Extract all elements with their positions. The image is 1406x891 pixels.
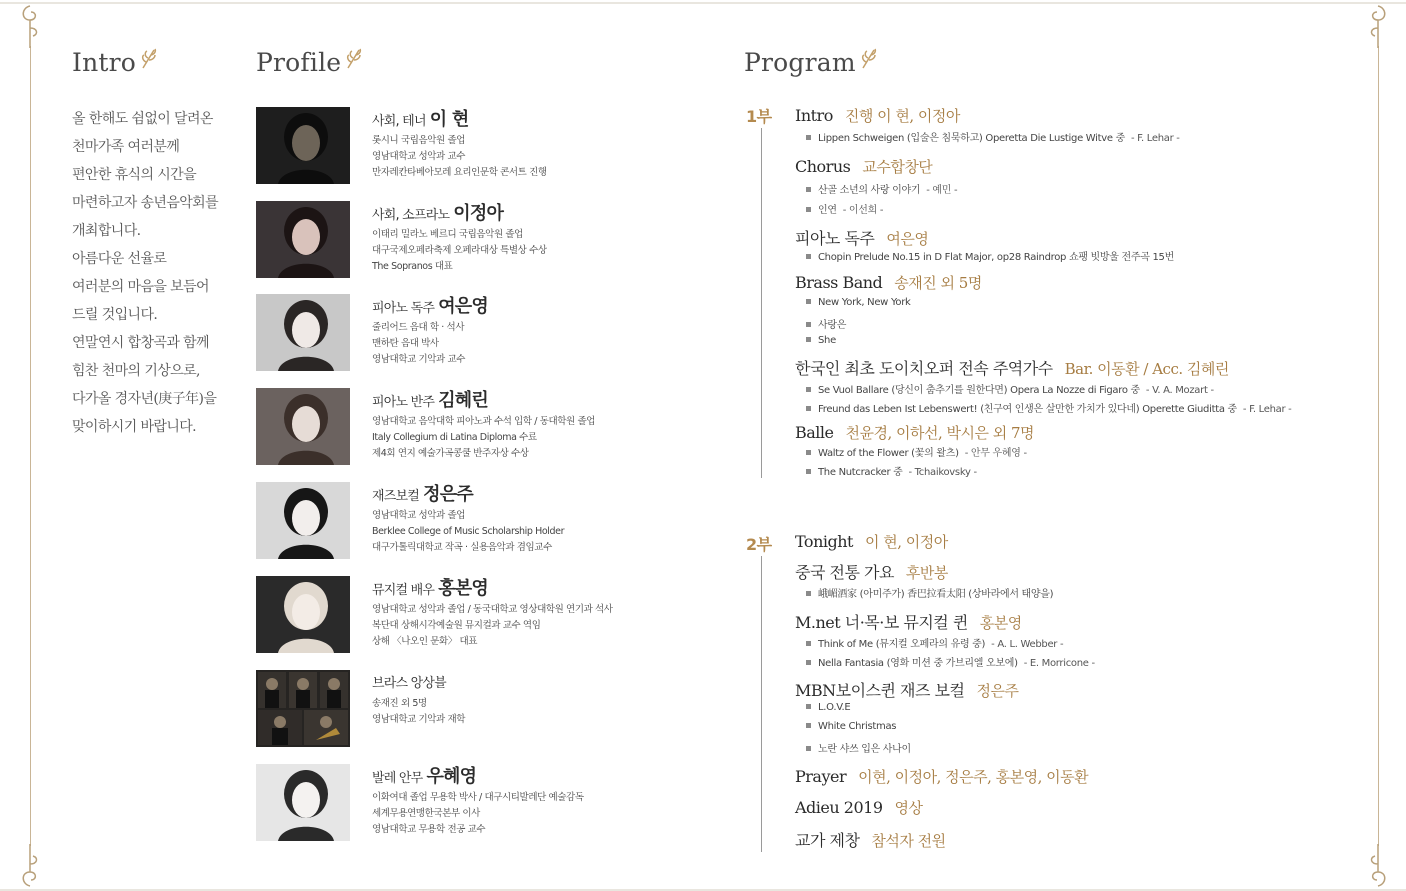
square-bullet-icon bbox=[806, 135, 811, 140]
square-bullet-icon bbox=[806, 254, 811, 259]
intro-line: 개최합니다. bbox=[72, 223, 141, 239]
song-title: Waltz of the Flower (꽃의 왈츠) bbox=[818, 448, 959, 459]
profile-card bbox=[256, 670, 726, 748]
program-title: Prayer bbox=[795, 767, 847, 786]
song-title: The Nutcracker 중 bbox=[818, 467, 903, 478]
program-performer: 홍본영 bbox=[979, 614, 1022, 632]
song-title: 峨嵋酒家 (아미주가) 香巴拉看太阳 (상바라에서 태양을) bbox=[818, 589, 1054, 600]
intro-line: 여러분의 마음을 보듬어 bbox=[72, 279, 209, 295]
program-song bbox=[806, 129, 1180, 144]
square-bullet-icon bbox=[806, 704, 811, 709]
profile-detail: 영남대학교 기악과 재학 bbox=[372, 714, 466, 725]
square-bullet-icon bbox=[806, 591, 811, 596]
song-composer: - 이선희 - bbox=[842, 205, 884, 216]
leaf-sprig-icon bbox=[860, 46, 878, 70]
profile-photo bbox=[256, 670, 350, 747]
square-bullet-icon bbox=[806, 469, 811, 474]
profile-detail: 만자레칸타베아모레 요리인문학 콘서트 진행 bbox=[372, 167, 547, 178]
profile-person: 정은주 bbox=[423, 484, 473, 505]
program-song bbox=[806, 316, 846, 331]
profile-info bbox=[372, 482, 732, 556]
intro-line: 편안한 휴식의 시간을 bbox=[72, 167, 197, 183]
part2-label: 2부 bbox=[746, 535, 772, 554]
profile-photo bbox=[256, 294, 350, 371]
profile-role: 재즈보컬 bbox=[372, 489, 420, 504]
program-title: MBN보이스퀸 재즈 보컬 bbox=[795, 681, 965, 700]
intro-line: 아름다운 선율로 bbox=[72, 251, 167, 267]
profile-detail: 대구국제오페라축제 오페라대상 특별상 수상 bbox=[372, 245, 547, 256]
program-performer: 정은주 bbox=[976, 682, 1019, 700]
square-bullet-icon bbox=[806, 322, 811, 327]
program-song bbox=[806, 635, 1063, 650]
program-title: 피아노 독주 bbox=[795, 229, 875, 248]
profile-info bbox=[372, 107, 732, 181]
program-performer: 송재진 외 5명 bbox=[894, 274, 982, 292]
profile-detail: Berklee College of Music Scholarship Holder bbox=[372, 526, 565, 537]
song-title: New York, New York bbox=[818, 297, 911, 308]
square-bullet-icon bbox=[806, 187, 811, 192]
profile-card bbox=[256, 201, 726, 279]
program-performer: 천윤경, 이하선, 박시은 외 7명 bbox=[845, 424, 1035, 442]
square-bullet-icon bbox=[806, 299, 811, 304]
program-title: 교가 제창 bbox=[795, 831, 860, 850]
intro-heading-label: Intro bbox=[72, 48, 137, 77]
song-title: Chopin Prelude No.15 in D Flat Major, op28 Raindrop 쇼팽 빗방울 전주곡 15번 bbox=[818, 252, 1174, 263]
program-item bbox=[795, 610, 1022, 633]
profile-role: 사회, 소프라노 bbox=[372, 208, 450, 223]
profile-name bbox=[372, 107, 732, 133]
program-performer: 참석자 전원 bbox=[871, 832, 946, 850]
program-item bbox=[795, 356, 1229, 379]
profile-card bbox=[256, 576, 726, 654]
intro-line: 드릴 것입니다. bbox=[72, 307, 158, 323]
profile-person: 이정아 bbox=[453, 203, 504, 224]
song-title: 노란 샤쓰 입은 사나이 bbox=[818, 744, 911, 755]
program-song bbox=[806, 740, 911, 755]
song-composer: - F. Lehar - bbox=[1130, 133, 1180, 144]
program-performer: 여은영 bbox=[886, 230, 929, 248]
program-song bbox=[806, 463, 977, 478]
profile-detail: 이태리 밀라노 베르디 국립음악원 졸업 bbox=[372, 229, 523, 240]
program-title: Balle bbox=[795, 423, 834, 442]
program-song bbox=[806, 297, 911, 308]
profile-info bbox=[372, 670, 732, 728]
profile-role: 브라스 앙상블 bbox=[372, 676, 446, 691]
profile-photo bbox=[256, 388, 350, 465]
program-performer: 이 현, 이정아 bbox=[864, 533, 948, 551]
profile-info bbox=[372, 201, 732, 275]
song-title: 인연 bbox=[818, 205, 837, 216]
program-performer: Bar. 이동환 / Acc. 김혜린 bbox=[1064, 360, 1229, 378]
program-performer: 이현, 이정아, 정은주, 홍본영, 이동환 bbox=[858, 768, 1089, 786]
part1-divider bbox=[761, 128, 762, 478]
flourish-top-left-icon bbox=[17, 4, 43, 50]
program-song bbox=[806, 181, 957, 196]
program-song bbox=[806, 702, 850, 713]
profile-photo bbox=[256, 201, 350, 278]
song-title: Se Vuol Ballare (당신이 춤추기를 원한다면) Opera La Nozze di Figaro 중 bbox=[818, 385, 1140, 396]
profile-person: 김혜린 bbox=[438, 390, 488, 411]
square-bullet-icon bbox=[806, 723, 811, 728]
square-bullet-icon bbox=[806, 746, 811, 751]
leaf-sprig-icon bbox=[345, 46, 363, 70]
profile-card bbox=[256, 107, 726, 185]
program-item bbox=[795, 828, 946, 851]
profile-detail: 대구가톨릭대학교 작곡 · 실용음악과 겸임교수 bbox=[372, 542, 552, 553]
song-title: She bbox=[818, 335, 836, 346]
program-item bbox=[795, 678, 1018, 701]
profile-role: 피아노 독주 bbox=[372, 301, 435, 316]
profile-detail: 맨하탄 음대 박사 bbox=[372, 338, 439, 349]
program-title: 한국인 최초 도이치오퍼 전속 주역가수 bbox=[795, 359, 1053, 378]
program-title: Brass Band bbox=[795, 273, 883, 292]
profile-info bbox=[372, 388, 732, 462]
song-title: 산골 소년의 사랑 이야기 bbox=[818, 185, 921, 196]
program-item bbox=[795, 560, 948, 583]
profile-role: 뮤지컬 배우 bbox=[372, 583, 435, 598]
program-title: Intro bbox=[795, 106, 833, 125]
flourish-top-right-icon bbox=[1365, 4, 1391, 50]
song-title: L.O.V.E bbox=[818, 702, 851, 713]
intro-line: 올 한해도 쉼없이 달려온 bbox=[72, 111, 213, 127]
profile-detail: 제4회 연지 예술가곡콩쿨 반주자상 수상 bbox=[372, 448, 529, 459]
profile-role: 발레 안무 bbox=[372, 771, 423, 786]
intro-line: 연말연시 합창곡과 함께 bbox=[72, 335, 209, 351]
profile-photo bbox=[256, 107, 350, 184]
program-title: 중국 전통 가요 bbox=[795, 563, 894, 582]
song-title: Think of Me (뮤지컬 오페라의 유령 중) bbox=[818, 639, 986, 650]
program-song bbox=[806, 201, 883, 216]
profile-detail: 롯시니 국립음악원 졸업 bbox=[372, 135, 466, 146]
song-composer: - Tchaikovsky - bbox=[908, 467, 977, 478]
square-bullet-icon bbox=[806, 337, 811, 342]
program-item bbox=[795, 797, 922, 818]
profile-heading-label: Profile bbox=[256, 48, 342, 77]
program-item bbox=[795, 531, 948, 552]
intro-line: 힘찬 천마의 기상으로, bbox=[72, 363, 200, 379]
program-title: Adieu 2019 bbox=[795, 798, 883, 817]
profile-person: 우혜영 bbox=[426, 766, 477, 787]
profile-detail: 이화여대 졸업 무용학 박사 / 대구시티발레단 예술감독 bbox=[372, 792, 584, 803]
profile-info bbox=[372, 764, 732, 838]
profile-detail: 영남대학교 성악과 졸업 bbox=[372, 510, 466, 521]
profile-name bbox=[372, 764, 732, 790]
profile-detail: 영남대학교 기악과 교수 bbox=[372, 354, 466, 365]
profile-detail: 영남대학교 성악과 졸업 / 동국대학교 영상대학원 연기과 석사 bbox=[372, 604, 613, 615]
profile-detail: 세계무용연맹한국본부 이사 bbox=[372, 808, 480, 819]
program-performer: 진행 이 현, 이정아 bbox=[844, 107, 960, 125]
song-title: Lippen Schweigen (입술은 침묵하고) Operetta Die Lustige Witve 중 bbox=[818, 133, 1125, 144]
profile-name bbox=[372, 201, 732, 227]
profile-info bbox=[372, 294, 732, 368]
profile-person: 여은영 bbox=[438, 296, 488, 317]
profile-info bbox=[372, 576, 732, 650]
song-composer: - 안무 우혜영 - bbox=[964, 448, 1027, 459]
right-frame-line bbox=[1378, 46, 1379, 846]
profile-card bbox=[256, 294, 726, 372]
song-composer: - 예민 - bbox=[926, 185, 958, 196]
profile-name bbox=[372, 482, 732, 508]
profile-detail: 영남대학교 음악대학 피아노과 수석 입학 / 동대학원 졸업 bbox=[372, 416, 596, 427]
profile-detail: 상해 〈나오인 문화〉 대표 bbox=[372, 636, 478, 647]
profile-name bbox=[372, 576, 732, 602]
program-song bbox=[806, 654, 1095, 669]
square-bullet-icon bbox=[806, 450, 811, 455]
program-item bbox=[795, 226, 928, 249]
profile-photo bbox=[256, 764, 350, 841]
square-bullet-icon bbox=[806, 387, 811, 392]
intro-line: 맞이하시기 바랍니다. bbox=[72, 419, 197, 435]
intro-text bbox=[72, 105, 242, 441]
song-title: White Christmas bbox=[818, 721, 897, 732]
intro-line: 다가올 경자년(庚子年)을 bbox=[72, 391, 217, 407]
profile-detail: 영남대학교 성악과 교수 bbox=[372, 151, 466, 162]
square-bullet-icon bbox=[806, 207, 811, 212]
profile-person: 이 현 bbox=[429, 109, 469, 130]
top-border bbox=[0, 2, 1406, 4]
program-item bbox=[795, 422, 1034, 443]
song-composer: - F. Lehar - bbox=[1242, 404, 1292, 415]
program-item bbox=[795, 105, 960, 126]
profile-heading bbox=[256, 48, 363, 77]
part1-label: 1부 bbox=[746, 107, 772, 126]
song-title: 사랑은 bbox=[818, 320, 847, 331]
profile-card bbox=[256, 764, 726, 842]
square-bullet-icon bbox=[806, 660, 811, 665]
program-performer: 교수합창단 bbox=[862, 158, 933, 176]
profile-card bbox=[256, 388, 726, 466]
program-song bbox=[806, 444, 1027, 459]
program-item bbox=[795, 156, 932, 177]
profile-detail: Italy Collegium di Latina Diploma 수료 bbox=[372, 432, 537, 443]
song-title: Nella Fantasia (영화 미션 중 가브리엘 오보에) bbox=[818, 658, 1018, 669]
profile-photo bbox=[256, 576, 350, 653]
profile-photo bbox=[256, 482, 350, 559]
song-composer: - V. A. Mozart - bbox=[1145, 385, 1214, 396]
flourish-bottom-right-icon bbox=[1365, 842, 1391, 888]
square-bullet-icon bbox=[806, 406, 811, 411]
profile-detail: 송재진 외 5명 bbox=[372, 698, 427, 709]
intro-line: 천마가족 여러분께 bbox=[72, 139, 180, 155]
song-title: Freund das Leben Ist Lebenswert! (친구여 인생은 살만한 가치가 있다네) Operette Giuditta 중 bbox=[818, 404, 1237, 415]
program-song bbox=[806, 721, 896, 732]
song-composer: - A. L. Webber - bbox=[991, 639, 1064, 650]
profile-person: 홍본영 bbox=[438, 578, 488, 599]
intro-line: 마련하고자 송년음악회를 bbox=[72, 195, 219, 211]
program-song bbox=[806, 585, 1053, 600]
program-item bbox=[795, 766, 1088, 787]
program-song bbox=[806, 248, 1174, 263]
profile-role: 피아노 반주 bbox=[372, 395, 435, 410]
intro-heading bbox=[72, 48, 158, 77]
program-title: Chorus bbox=[795, 157, 851, 176]
flourish-bottom-left-icon bbox=[17, 842, 43, 888]
program-heading-label: Program bbox=[744, 48, 856, 77]
program-heading bbox=[744, 48, 878, 77]
program-title: M.net 너·목·보 뮤지컬 퀸 bbox=[795, 613, 968, 632]
profile-role: 사회, 테너 bbox=[372, 114, 426, 129]
program-performer: 영상 bbox=[894, 799, 923, 817]
song-composer: - E. Morricone - bbox=[1023, 658, 1095, 669]
profile-detail: The Sopranos 대표 bbox=[372, 261, 453, 272]
profile-name bbox=[372, 670, 732, 696]
profile-card bbox=[256, 482, 726, 560]
program-item bbox=[795, 272, 982, 293]
profile-detail: 영남대학교 무용학 전공 교수 bbox=[372, 824, 486, 835]
square-bullet-icon bbox=[806, 641, 811, 646]
profile-name bbox=[372, 388, 732, 414]
part2-divider bbox=[761, 556, 762, 852]
profile-detail: 줄리어드 음대 학 · 석사 bbox=[372, 322, 465, 333]
program-song bbox=[806, 381, 1214, 396]
left-frame-line bbox=[30, 46, 31, 846]
program-title: Tonight bbox=[795, 532, 853, 551]
program-song bbox=[806, 400, 1292, 415]
program-performer: 후반봉 bbox=[905, 564, 948, 582]
leaf-sprig-icon bbox=[140, 46, 158, 70]
profile-name bbox=[372, 294, 732, 320]
profile-detail: 복단대 상해시각예술원 뮤지컬과 교수 역임 bbox=[372, 620, 541, 631]
program-song bbox=[806, 335, 836, 346]
